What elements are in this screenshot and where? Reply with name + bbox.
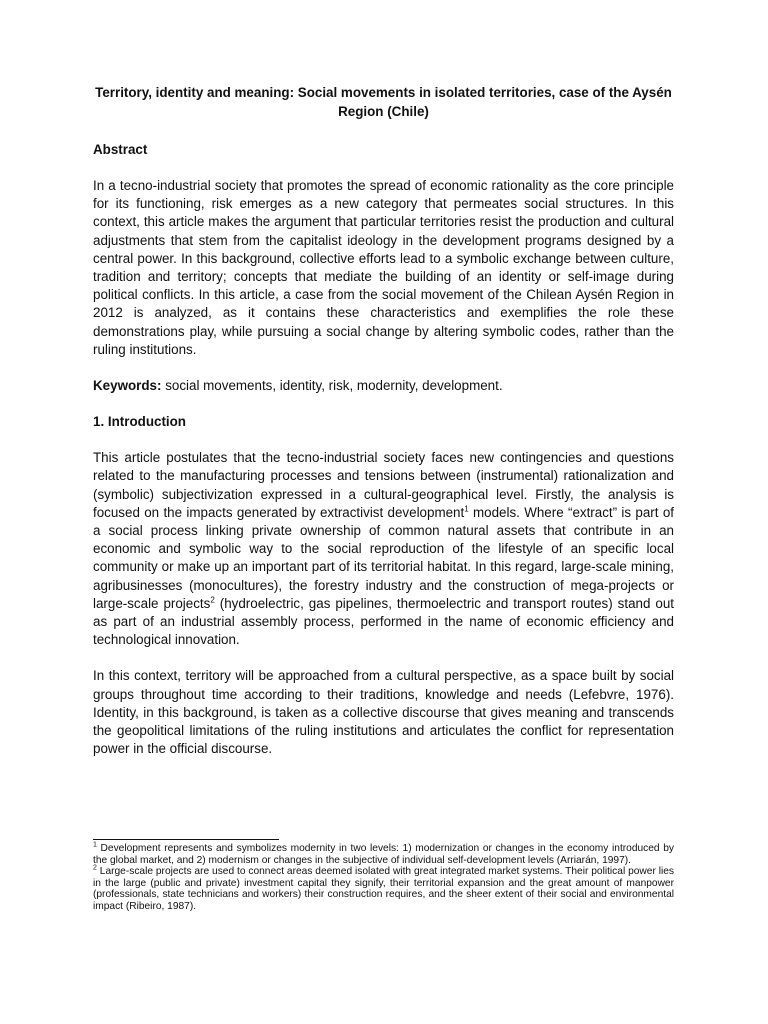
footnote-ref-2[interactable]: 2	[210, 595, 215, 605]
intro-p1-part1: This article postulates that the tecno-industrial society faces new contingencies and questions related to the manufacturing processes and tensions between (instrumental) rationalization and (symbolic) subjectivization expressed in a cultural-geographical level. Firstly, the analysis is focused on the impacts generated by extractivist development	[93, 450, 674, 520]
footnote-divider	[93, 839, 279, 840]
intro-p1-part2: models. Where “extract” is part of a social process linking private ownership of common natural assets that contribute in an economic and symbolic way to the social reproduction of the lifestyle of an specific local community or make up an important part of its territorial habitat. In this regard, large-scale mining, agribusinesses (monocultures), the forestry industry and the construction of mega-projects or large-scale projects	[93, 504, 674, 611]
intro-p1-part3: (hydroelectric, gas pipelines, thermoelectric and transport routes) stand out as part of an industrial assembly process, performed in the name of economic efficiency and technological innovation.	[93, 595, 674, 648]
introduction-heading: 1. Introduction	[93, 414, 186, 430]
footnotes	[93, 839, 674, 913]
abstract-heading: Abstract	[93, 142, 148, 157]
paper-title: Territory, identity and meaning: Social movements in isolated territories, case of the Aysén Region (Chile)	[95, 85, 672, 119]
footnote-2	[93, 866, 674, 912]
footnote-1-text: Development represents and symbolizes modernity in two levels: 1) modernization or changes in the economy introduced by the global market, and 2) modernism or changes in the subjective of individual self-development levels (Arriarán, 1997).	[93, 843, 674, 866]
keywords-line	[93, 377, 674, 395]
introduction-paragraph-1	[93, 449, 674, 649]
footnote-1	[93, 843, 674, 866]
abstract-text: In a tecno-industrial society that promotes the spread of economic rationality as the core principle for its functioning, risk emerges as a new category that permeates social structures. In this context, this article makes the argument that particular territories resist the production and cultural adjustments that stem from the capitalist ideology in the development programs designed by a central power. In this background, collective efforts lead to a symbolic exchange between culture, tradition and territory; concepts that mediate the building of an identity or self-image during political conflicts. In this article, a case from the social movement of the Chilean Aysén Region in 2012 is analyzed, as it contains these characteristics and exemplifies the role these demonstrations play, while pursuing a social change by altering symbolic codes, rather than the ruling institutions.	[93, 178, 674, 357]
footnote-mark-1: 1	[93, 841, 97, 849]
footnote-mark-2: 2	[93, 864, 97, 872]
main-content	[93, 84, 674, 776]
introduction-paragraph-2: In this context, territory will be approached from a cultural perspective, as a space built by social groups throughout time according to their traditions, knowledge and needs (Lefebvre, 1976). Identity, in this background, is taken as a collective discourse that gives meaning and transcends the geopolitical limitations of the ruling institutions and articulates the conflict for representation power in the official discourse.	[93, 668, 674, 757]
keywords-text: social movements, identity, risk, modernity, development.	[161, 378, 503, 394]
footnote-ref-1[interactable]: 1	[464, 504, 469, 514]
footnote-2-text: Large-scale projects are used to connect areas deemed isolated with great integrated market systems. Their political power lies in the large (public and private) investment capital they signify, their territorial expansion and the great amount of manpower (professionals, state technicians and workers) their construction requires, and the sheer extent of their social and environmental impact (Ribeiro, 1987).	[93, 866, 674, 912]
keywords-label: Keywords:	[93, 378, 162, 394]
